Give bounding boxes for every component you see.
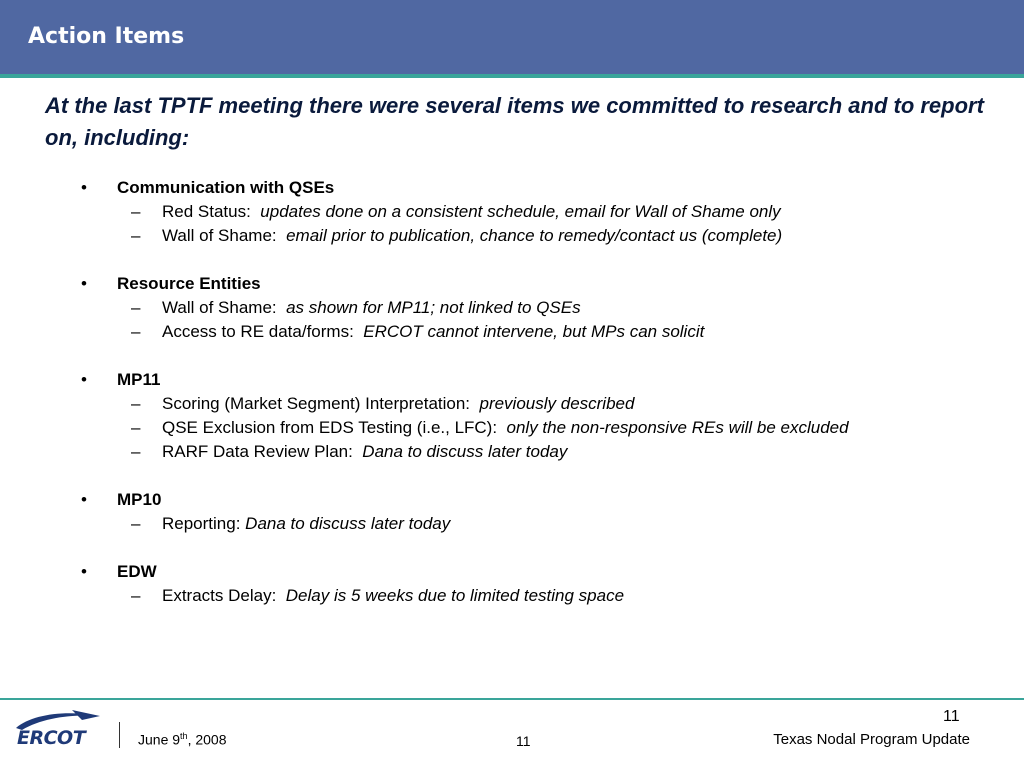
sub-item-description: email prior to publication, chance to remedy/contact us (complete) bbox=[286, 226, 783, 245]
sub-item-description: Dana to discuss later today bbox=[245, 514, 451, 533]
sub-item-label: Wall of Shame: bbox=[162, 298, 287, 317]
bullet-item bbox=[0, 562, 1024, 586]
sub-item-dash: – bbox=[131, 418, 141, 437]
footer-date: June 9th, 2008 bbox=[138, 731, 227, 748]
sub-item bbox=[0, 394, 1024, 418]
intro-text: At the last TPTF meeting there were several items we committed to research and to report on, including: bbox=[45, 93, 984, 150]
program-title: Texas Nodal Program Update bbox=[773, 731, 970, 748]
sub-item bbox=[0, 298, 1024, 322]
action-items-list bbox=[0, 178, 1024, 634]
page-number: 11 bbox=[943, 708, 960, 725]
sub-item bbox=[0, 586, 1024, 610]
bullet-heading: EDW bbox=[117, 562, 157, 581]
bullet-item bbox=[0, 178, 1024, 202]
sub-item-text bbox=[162, 322, 704, 342]
sub-item-dash: – bbox=[131, 394, 141, 413]
sub-item-description: previously described bbox=[479, 394, 635, 413]
slide-title: Action Items bbox=[28, 24, 185, 49]
section-communication-with-qses bbox=[0, 178, 1024, 250]
bullet-item bbox=[0, 370, 1024, 394]
ercot-logo-text: ERCOT bbox=[17, 727, 86, 749]
bullet-heading: MP10 bbox=[117, 490, 162, 509]
bullet-marker: • bbox=[81, 490, 87, 509]
bullet-item bbox=[0, 274, 1024, 298]
section-edw bbox=[0, 562, 1024, 610]
sub-item-dash: – bbox=[131, 202, 141, 221]
sub-item bbox=[0, 442, 1024, 466]
bullet-marker: • bbox=[81, 562, 87, 581]
sub-item-label: QSE Exclusion from EDS Testing (i.e., LFC): bbox=[162, 418, 507, 437]
sub-item-label: Red Status: bbox=[162, 202, 261, 221]
sub-item-label: Reporting: bbox=[162, 514, 246, 533]
page-number-center: 11 bbox=[516, 733, 531, 749]
bullet-heading: MP11 bbox=[117, 370, 161, 389]
sub-item-dash: – bbox=[131, 322, 141, 341]
section-mp11 bbox=[0, 370, 1024, 466]
bullet-heading: Resource Entities bbox=[117, 274, 261, 293]
sub-item-dash: – bbox=[131, 514, 141, 533]
section-mp10 bbox=[0, 490, 1024, 538]
sub-item-description: Dana to discuss later today bbox=[362, 442, 568, 461]
sub-item-description: ERCOT cannot intervene, but MPs can solicit bbox=[363, 322, 705, 341]
sub-item-label: Access to RE data/forms: bbox=[162, 322, 364, 341]
sub-item-text bbox=[162, 226, 782, 246]
bullet-heading: Communication with QSEs bbox=[117, 178, 335, 197]
sub-item-text bbox=[162, 418, 849, 438]
sub-item-label: Extracts Delay: bbox=[162, 586, 286, 605]
sub-item-description: only the non-responsive REs will be excluded bbox=[506, 418, 849, 437]
sub-item-dash: – bbox=[131, 298, 141, 317]
bullet-marker: • bbox=[81, 370, 87, 389]
slide-footer bbox=[0, 700, 1024, 768]
sub-item-dash: – bbox=[131, 226, 141, 245]
sub-item-description: Delay is 5 weeks due to limited testing space bbox=[285, 586, 625, 605]
sub-item-text bbox=[162, 202, 781, 222]
sub-item-text bbox=[162, 586, 624, 606]
section-resource-entities bbox=[0, 274, 1024, 346]
footer-separator bbox=[119, 722, 120, 748]
sub-item-dash: – bbox=[131, 586, 141, 605]
bullet-marker: • bbox=[81, 274, 87, 293]
sub-item-dash: – bbox=[131, 442, 141, 461]
sub-item bbox=[0, 514, 1024, 538]
sub-item-label: Wall of Shame: bbox=[162, 226, 287, 245]
sub-item-label: Scoring (Market Segment) Interpretation: bbox=[162, 394, 480, 413]
sub-item-label: RARF Data Review Plan: bbox=[162, 442, 363, 461]
slide-header bbox=[0, 0, 1024, 78]
sub-item bbox=[0, 418, 1024, 442]
bullet-item bbox=[0, 490, 1024, 514]
sub-item-text bbox=[162, 514, 450, 534]
sub-item-text bbox=[162, 394, 634, 414]
sub-item bbox=[0, 322, 1024, 346]
bullet-marker: • bbox=[81, 178, 87, 197]
sub-item bbox=[0, 226, 1024, 250]
sub-item-description: updates done on a consistent schedule, email for Wall of Shame only bbox=[260, 202, 781, 221]
sub-item-text bbox=[162, 442, 567, 462]
sub-item bbox=[0, 202, 1024, 226]
sub-item-text bbox=[162, 298, 581, 318]
sub-item-description: as shown for MP11; not linked to QSEs bbox=[286, 298, 581, 317]
